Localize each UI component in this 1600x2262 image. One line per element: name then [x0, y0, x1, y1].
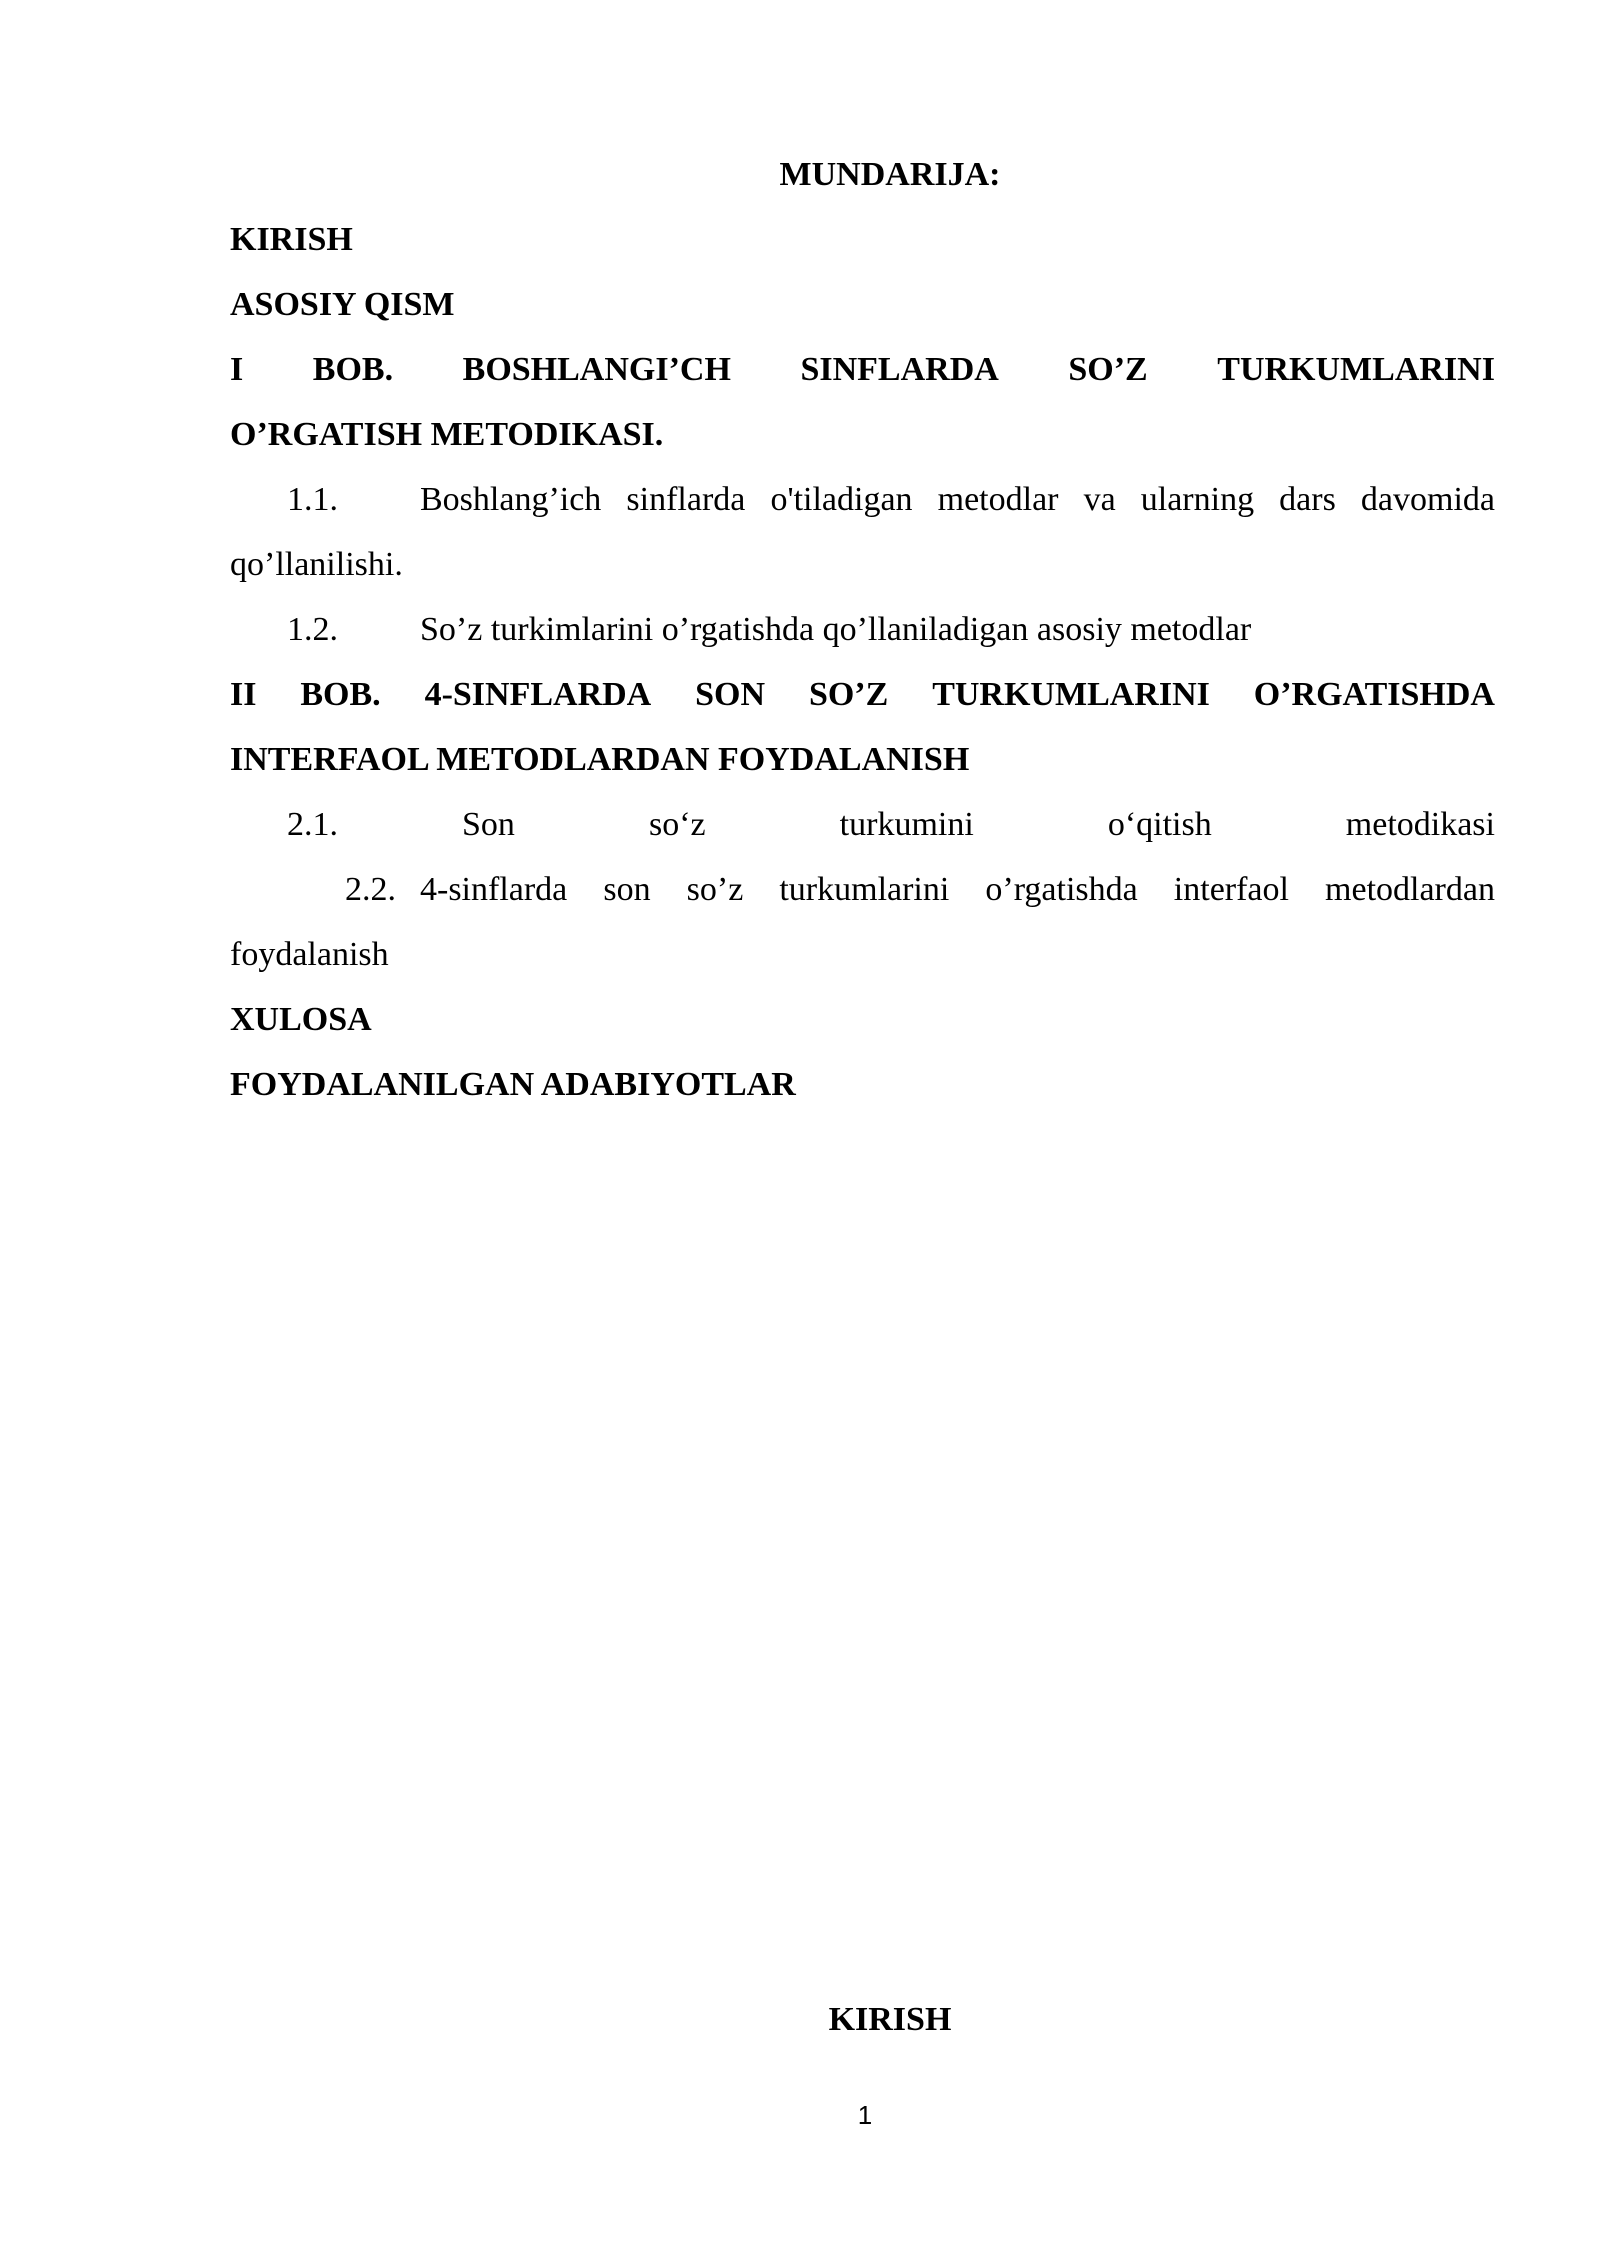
chapter1-word: TURKUMLARINI	[1217, 351, 1495, 388]
toc-item-xulosa: XULOSA	[230, 1001, 372, 1038]
toc-chapter-1-line2: O’RGATISH METODIKASI.	[230, 416, 664, 453]
section-2-1-word: turkumini	[839, 806, 974, 843]
section-2-1-word: so‘z	[648, 806, 706, 843]
toc-section-1-1-text: Boshlang’ich sinflarda o'tiladigan metodlar va ularning dars davomida	[420, 481, 1495, 518]
chapter2-word: BOB.	[300, 676, 381, 713]
toc-item-kirish: KIRISH	[230, 221, 353, 258]
chapter1-word: BOSHLANGI’CH	[462, 351, 731, 388]
chapter2-word: TURKUMLARINI	[932, 676, 1210, 713]
chapter2-word: II	[230, 676, 257, 713]
section-2-2-word: turkumlarini	[779, 871, 950, 908]
toc-section-1-2-number: 1.2.	[287, 611, 338, 648]
section-2-2-word: 4-sinflarda	[420, 871, 568, 908]
section-2-1-word: Son	[462, 806, 515, 843]
toc-section-2-1-text	[462, 805, 1495, 845]
page-number: 1	[857, 2100, 873, 2130]
toc-section-1-2-text: So’z turkimlarini o’rgatishda qo’llaniladigan asosiy metodlar	[420, 611, 1252, 648]
chapter2-word: 4-SINFLARDA	[424, 676, 652, 713]
chapter1-word: BOB.	[312, 351, 394, 388]
chapter1-word: SINFLARDA	[800, 351, 999, 388]
next-section-heading: KIRISH	[828, 2001, 952, 2038]
toc-item-asosiy-qism: ASOSIY QISM	[230, 286, 455, 323]
section-2-2-word: son	[603, 871, 651, 908]
section-2-2-word: so’z	[686, 871, 744, 908]
toc-section-1-1-continuation: qo’llanilishi.	[230, 546, 403, 583]
toc-section-2-2-number: 2.2.	[345, 871, 396, 908]
chapter2-word: SO’Z	[808, 676, 889, 713]
section-2-1-word: metodikasi	[1345, 806, 1495, 843]
chapter1-word: SO’Z	[1068, 351, 1148, 388]
toc-chapter-1-line1	[230, 350, 1495, 390]
chapter2-word: O’RGATISHDA	[1253, 676, 1495, 713]
toc-item-adabiyotlar: FOYDALANILGAN ADABIYOTLAR	[230, 1066, 796, 1103]
section-2-2-word: interfaol	[1173, 871, 1289, 908]
toc-title: MUNDARIJA:	[779, 156, 1001, 193]
section-2-2-word: metodlardan	[1325, 871, 1495, 908]
toc-chapter-2-line1	[230, 675, 1495, 715]
chapter2-word: SON	[695, 676, 766, 713]
chapter1-word: I	[230, 351, 244, 388]
toc-section-2-2-text	[420, 870, 1495, 910]
toc-chapter-2-line2: INTERFAOL METODLARDAN FOYDALANISH	[230, 741, 970, 778]
toc-section-2-1-number: 2.1.	[287, 806, 338, 843]
toc-section-1-1-number: 1.1.	[287, 481, 338, 518]
section-2-2-word: o’rgatishda	[985, 871, 1138, 908]
toc-section-2-2-continuation: foydalanish	[230, 936, 389, 973]
section-2-1-word: o‘qitish	[1107, 806, 1212, 843]
